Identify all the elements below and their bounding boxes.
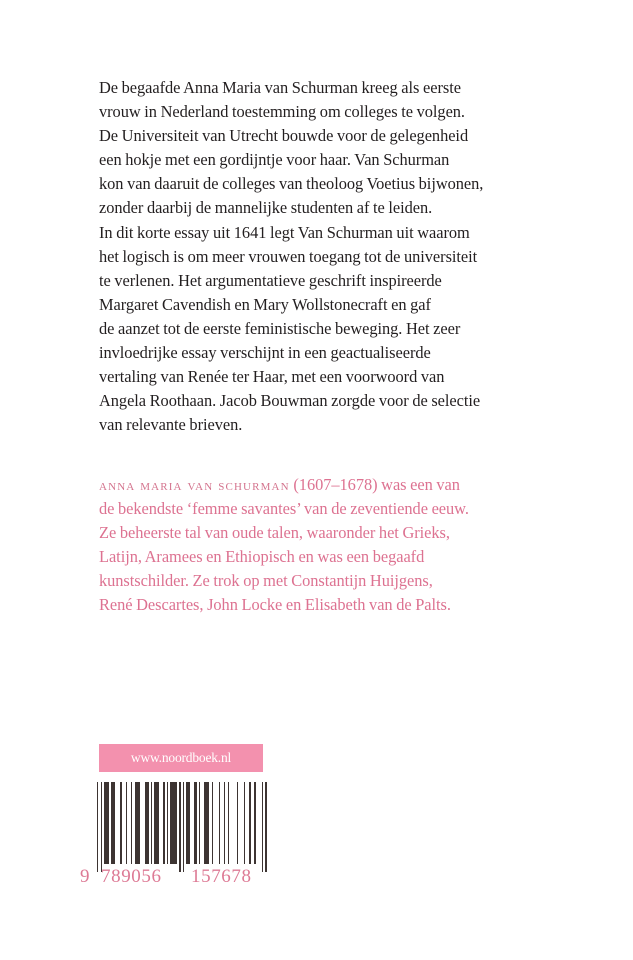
publisher-url-text: www.noordboek.nl (130, 750, 232, 765)
barcode-bar (163, 782, 164, 864)
barcode-bar (183, 782, 184, 872)
barcode-bar (254, 782, 255, 864)
barcode-bar (194, 782, 197, 864)
barcode-bar (199, 782, 200, 864)
bio-line-rest: (1607–1678) was een van (289, 475, 460, 494)
barcode-bar (145, 782, 148, 864)
barcode-bar (186, 782, 189, 864)
blurb-line: invloedrijke essay verschijnt in een geactualiseerde (99, 343, 431, 363)
blurb-paragraph (99, 76, 551, 437)
barcode-bar (120, 782, 121, 864)
blurb-line: Angela Roothaan. Jacob Bouwman zorgde voor de selectie (99, 391, 481, 411)
barcode-bar (179, 782, 180, 872)
blurb-line: vertaling van Renée ter Haar, met een voorwoord van (99, 367, 445, 387)
author-bio-paragraph (99, 473, 551, 618)
isbn-lead-digit: 9 (80, 866, 91, 887)
blurb-line: van relevante brieven. (99, 415, 243, 435)
blurb-line: kon van daaruit de colleges van theoloog Voetius bijwonen, (99, 174, 484, 194)
blurb-line: een hokje met een gordijntje voor haar. Van Schurman (99, 150, 450, 170)
barcode-bar (228, 782, 229, 864)
isbn-right-group: 157678 (191, 866, 252, 887)
blurb-line: vrouw in Nederland toestemming om colleges te volgen. (99, 102, 465, 122)
blurb-line: De Universiteit van Utrecht bouwde voor de gelegenheid (99, 126, 469, 146)
blurb-line: het logisch is om meer vrouwen toegang tot de universiteit (99, 246, 478, 266)
barcode-bar (249, 782, 250, 864)
barcode-bar (111, 782, 114, 864)
blurb-line: Margaret Cavendish en Mary Wollstonecraft en gaf (99, 294, 431, 314)
bio-line-first (99, 473, 551, 497)
barcode-bar (131, 782, 132, 864)
barcode-bar (265, 782, 266, 872)
bio-line: René Descartes, John Locke en Elisabeth van de Palts. (99, 595, 451, 615)
bio-line: kunstschilder. Ze trok op met Constantijn Huijgens, (99, 571, 433, 591)
barcode-bar (212, 782, 213, 864)
barcode-bar (126, 782, 127, 864)
barcode-bar (224, 782, 225, 864)
barcode-bar (101, 782, 102, 872)
barcode-bar (104, 782, 109, 864)
barcode-bars (97, 782, 267, 872)
barcode-bar (151, 782, 152, 864)
barcode-bar (97, 782, 98, 872)
bio-line: Latijn, Aramees en Ethiopisch en was een begaafd (99, 547, 425, 567)
author-name-smallcaps: anna maria van schurman (99, 475, 290, 494)
barcode-bar (135, 782, 140, 864)
blurb-line: te verlenen. Het argumentatieve geschrift inspireerde (99, 270, 442, 290)
blurb-line: de aanzet tot de eerste feministische beweging. Het zeer (99, 318, 461, 338)
barcode-block (78, 782, 273, 898)
barcode-bar (219, 782, 220, 864)
barcode-bar (262, 782, 263, 872)
barcode-bar (244, 782, 245, 864)
barcode-bar (167, 782, 168, 864)
blurb-line: zonder daarbij de mannelijke studenten af te leiden. (99, 198, 433, 218)
bio-line: Ze beheerste tal van oude talen, waaronder het Grieks, (99, 523, 450, 543)
barcode-bar (204, 782, 209, 864)
isbn-number (78, 866, 273, 892)
barcode-bar (154, 782, 159, 864)
blurb-line: In dit korte essay uit 1641 legt Van Schurman uit waarom (99, 222, 470, 242)
blurb-line: De begaafde Anna Maria van Schurman kreeg als eerste (99, 78, 461, 97)
bio-line: de bekendste ‘femme savantes’ van de zeventiende eeuw. (99, 499, 469, 519)
isbn-left-group: 789056 (101, 866, 162, 887)
barcode-bar (170, 782, 177, 864)
publisher-url-banner[interactable] (99, 744, 263, 772)
barcode-bar (237, 782, 238, 864)
